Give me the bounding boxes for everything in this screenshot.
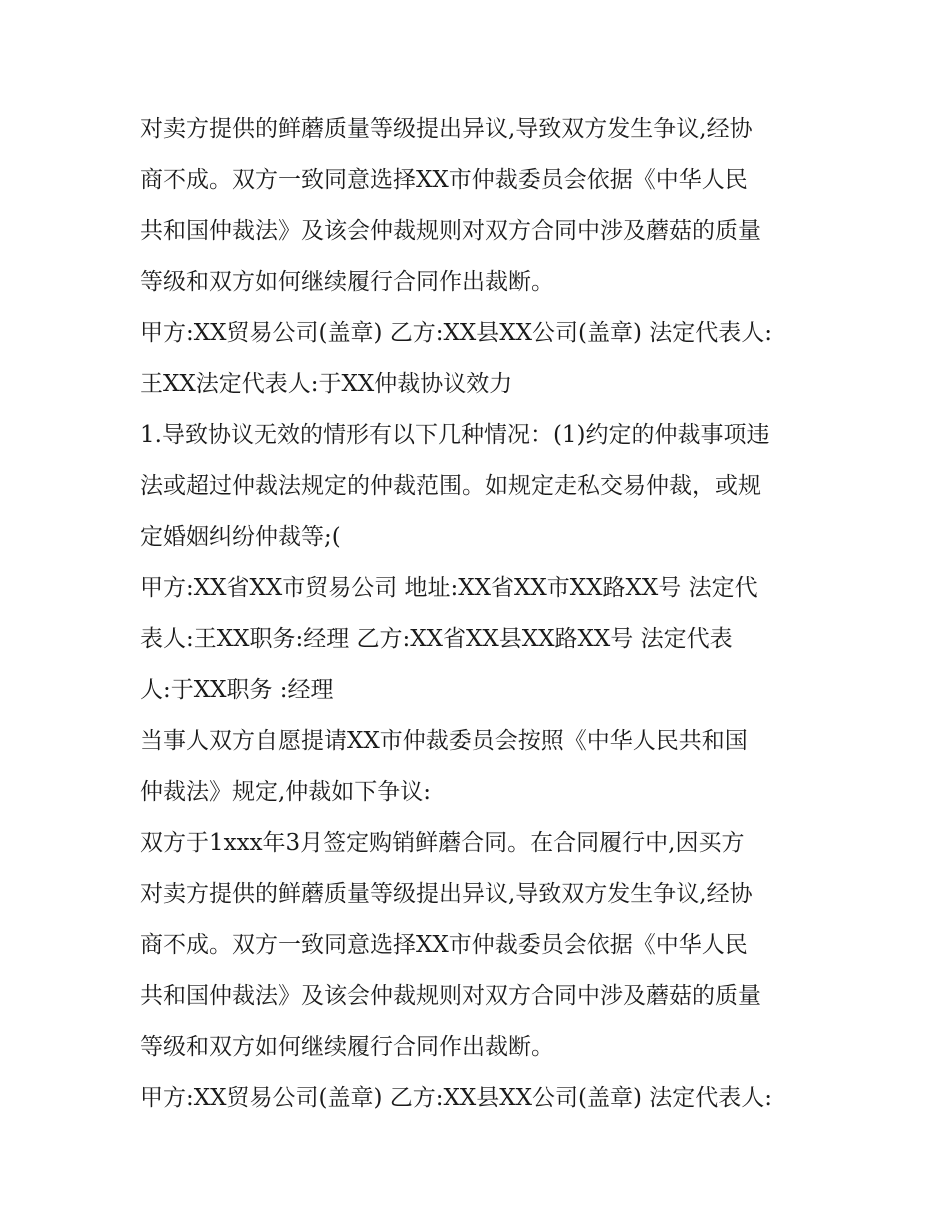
text-line: 共和国仲裁法》及该会仲裁规则对双方合同中涉及蘑菇的质量 xyxy=(140,218,761,244)
text-line: 1.导致协议无效的情形有以下几种情况：(1)约定的仲裁事项违 xyxy=(140,422,770,448)
text-line: 法或超过仲裁法规定的仲裁范围。如规定走私交易仲裁，或规 xyxy=(140,473,761,499)
text-line: 等级和双方如何继续履行合同作出裁断。 xyxy=(140,1034,554,1060)
paragraph-6 xyxy=(140,818,820,1073)
text-line: 甲方:XX省XX市贸易公司 地址:XX省XX市XX路XX号 法定代 xyxy=(140,575,758,601)
text-line: 表人:王XX职务:经理 乙方:XX省XX县XX路XX号 法定代表 xyxy=(140,626,733,652)
text-line: 定婚姻纠纷仲裁等;( xyxy=(140,524,341,550)
text-line: 当事人双方自愿提请XX市仲裁委员会按照《中华人民共和国 xyxy=(140,728,748,754)
text-line: 共和国仲裁法》及该会仲裁规则对双方合同中涉及蘑菇的质量 xyxy=(140,983,761,1009)
text-line: 王XX法定代表人:于XX仲裁协议效力 xyxy=(140,371,513,397)
document-page xyxy=(140,104,820,1124)
text-line: 商不成。双方一致同意选择XX市仲裁委员会依据《中华人民 xyxy=(140,932,748,958)
text-line: 双方于1xxx年3月签定购销鲜蘑合同。在合同履行中,因买方 xyxy=(140,830,745,856)
text-line: 甲方:XX贸易公司(盖章) 乙方:XX县XX公司(盖章) 法定代表人: xyxy=(140,320,773,346)
text-line: 对卖方提供的鲜蘑质量等级提出异议,导致双方发生争议,经协 xyxy=(140,116,753,142)
text-line: 仲裁法》规定,仲裁如下争议: xyxy=(140,779,432,805)
paragraph-7 xyxy=(140,1073,820,1124)
text-line: 甲方:XX贸易公司(盖章) 乙方:XX县XX公司(盖章) 法定代表人: xyxy=(140,1085,773,1111)
text-line: 人:于XX职务 :经理 xyxy=(140,677,334,703)
text-line: 等级和双方如何继续履行合同作出裁断。 xyxy=(140,269,554,295)
paragraph-4 xyxy=(140,563,820,716)
text-line: 商不成。双方一致同意选择XX市仲裁委员会依据《中华人民 xyxy=(140,167,748,193)
paragraph-2 xyxy=(140,308,820,410)
paragraph-1 xyxy=(140,104,820,308)
paragraph-3 xyxy=(140,410,820,563)
text-line: 对卖方提供的鲜蘑质量等级提出异议,导致双方发生争议,经协 xyxy=(140,881,753,907)
paragraph-5 xyxy=(140,716,820,818)
